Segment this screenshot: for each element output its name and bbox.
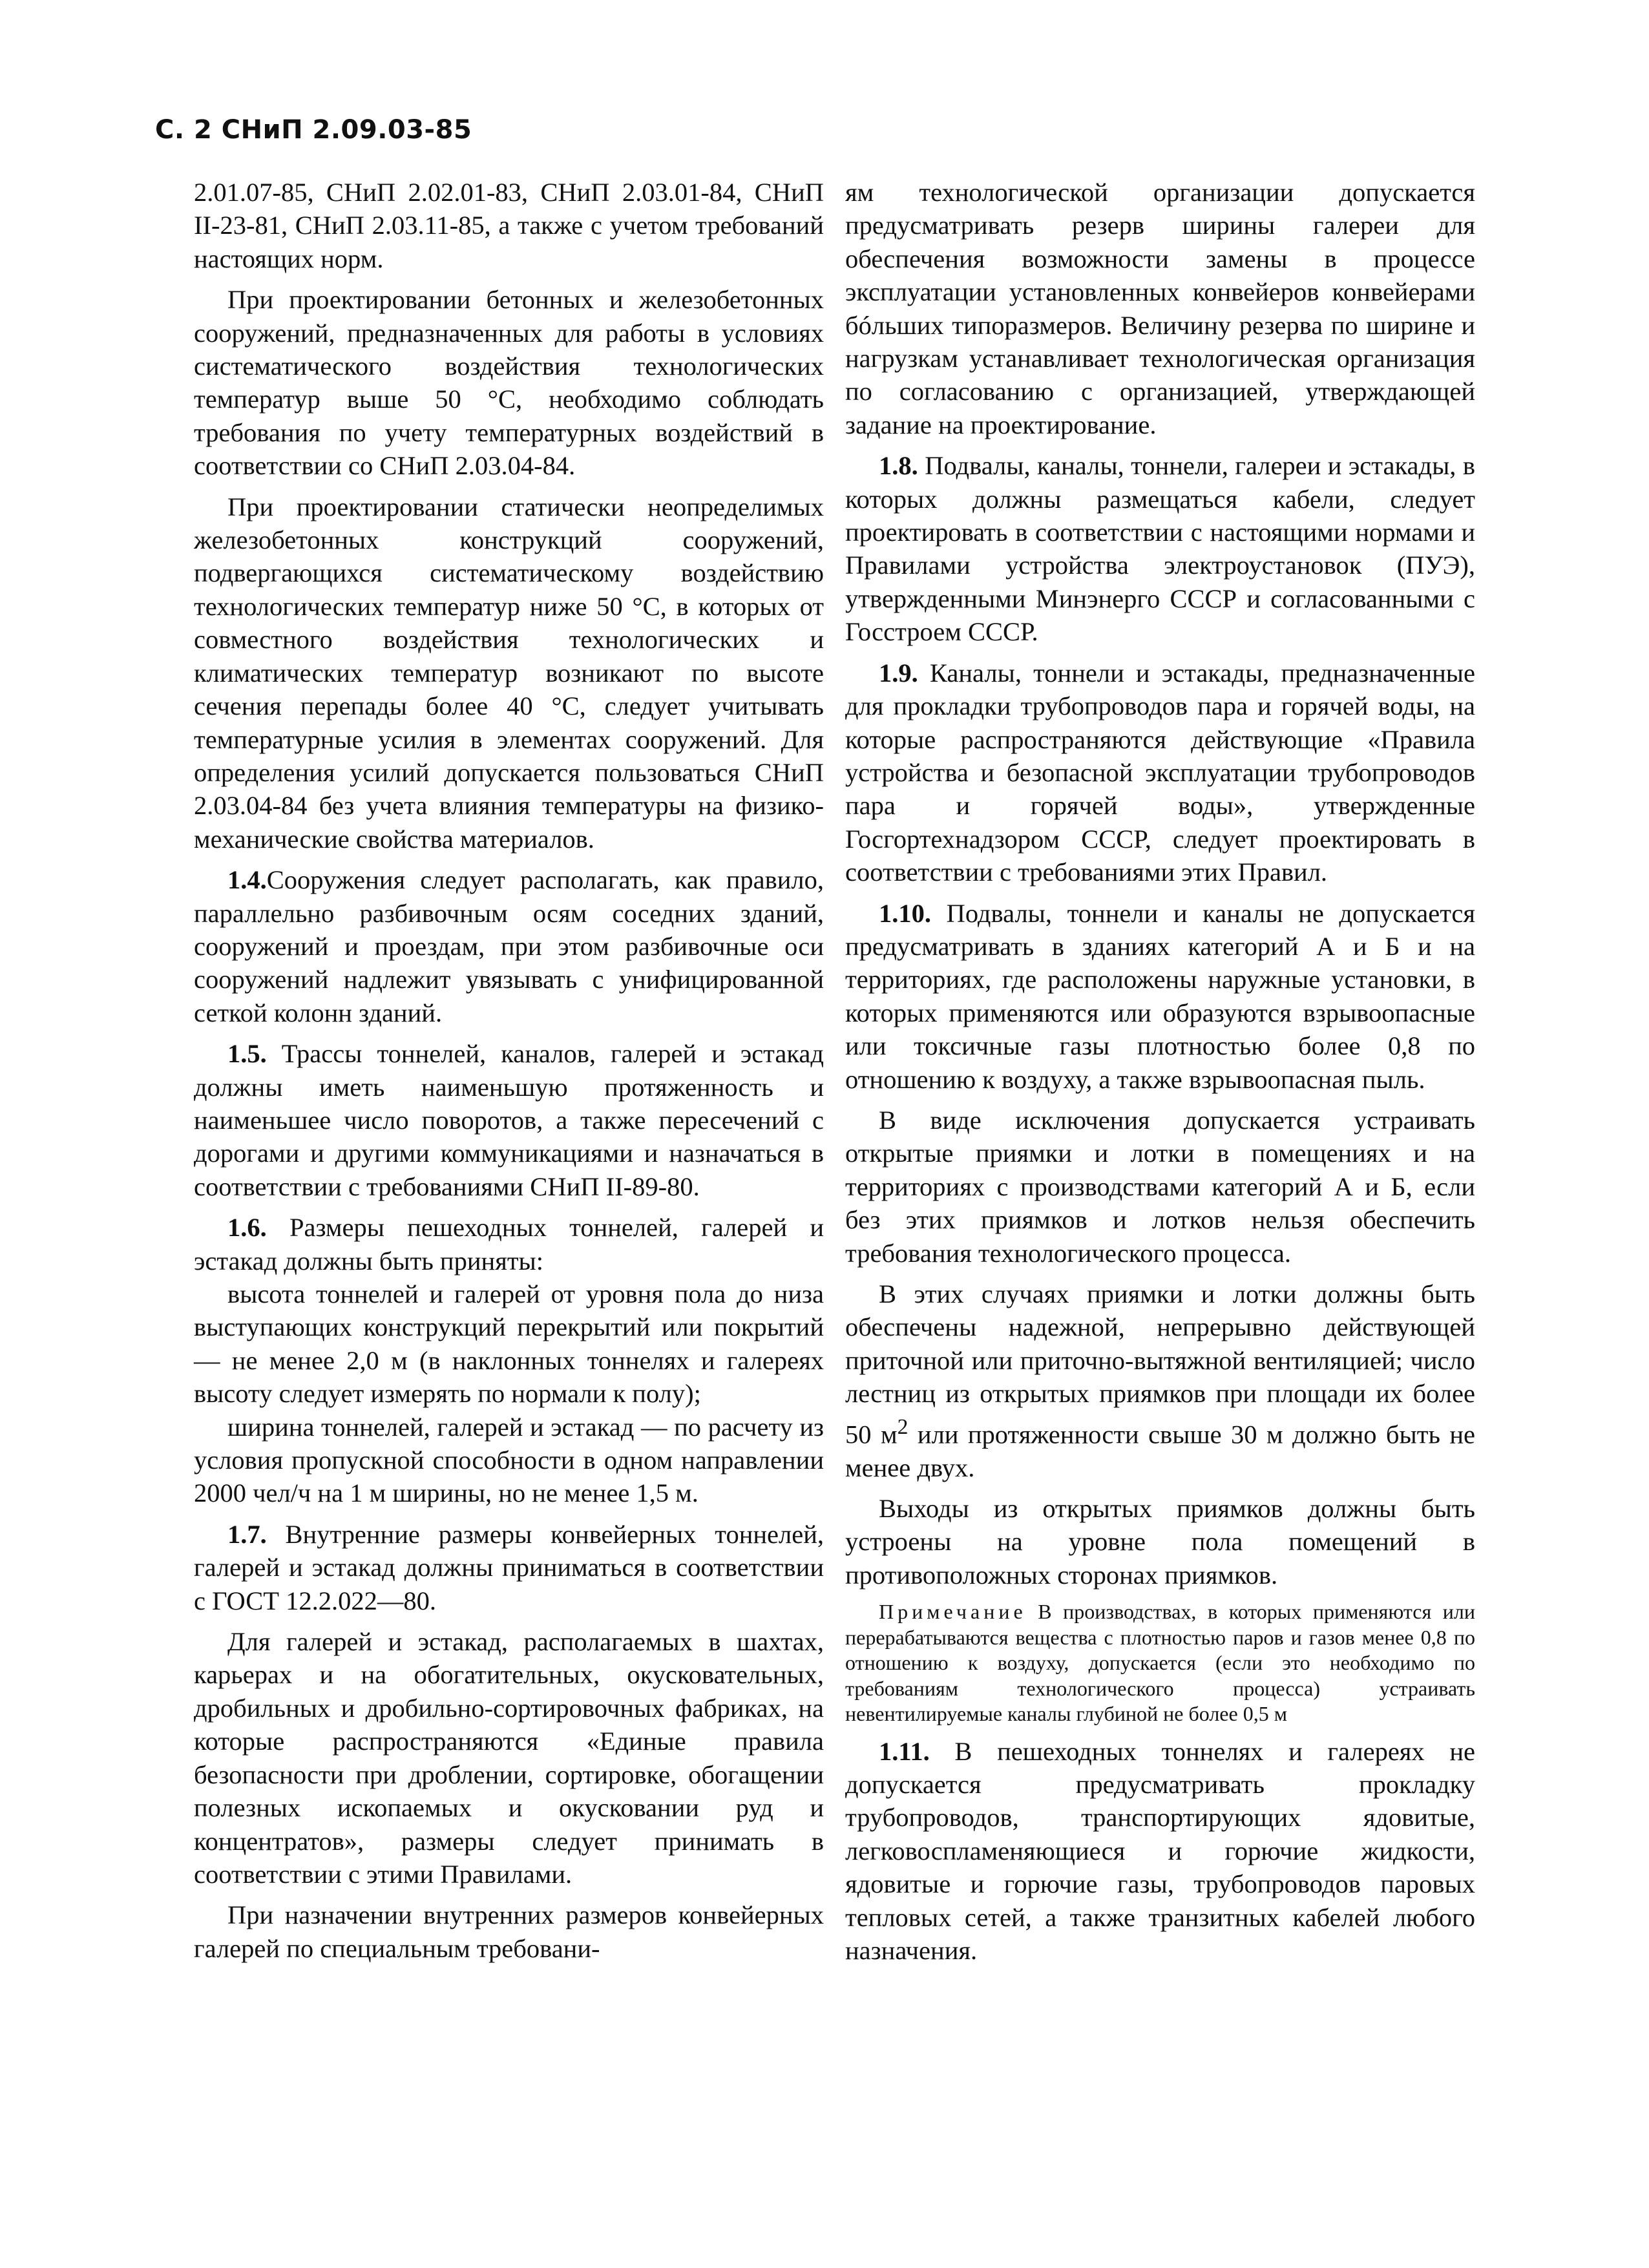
clause-number: 1.4. [227,865,267,895]
clause-1-5 [194,1037,824,1203]
list-item: высота тоннелей и галерей от уровня пола до низа выступающих конструкций перекрытий или покрытий — не менее 2,0 м (в наклонных тоннелях и галереях высоту следует измерять по нормали к полу); [194,1279,824,1409]
clause-number: 1.11. [879,1736,930,1766]
clause-1-8 [845,449,1475,648]
right-column [845,176,1475,1975]
clause-text: Трассы тоннелей, каналов, галерей и эстакад должны иметь наименьшую протяженность и наименьшее число поворотов, а также пересечений с дорогами и другими коммуникациями и назначаться в соответствии с требованиями СНиП II-89-80. [194,1039,824,1201]
clause-number: 1.9. [879,658,918,688]
clause-text: Размеры пешеходных тоннелей, галерей и эстакад должны быть приняты: [194,1213,824,1276]
clause-number: 1.10. [879,898,931,928]
clause-text: В пешеходных тоннелях и галереях не допускается предусматривать прокладку трубопроводов, транспортирующих ядовитые, легковоспламеняющиеся и горючие жидкости, ядовитые и горючие газы, трубопроводов паровых тепловых сетей, а также транзитных кабелей любого назначения. [845,1736,1475,1966]
paragraph: При назначении внутренних размеров конвейерных галерей по специальным требовани- [194,1900,824,1963]
clause-1-4 [194,863,824,1029]
clause-1-9 [845,656,1475,889]
clause-text: Сооружения следует располагать, как правило, параллельно разбивочным осям соседних зданий, сооружений и проездам, при этом разбивочные оси сооружений надлежит увязывать с унифицированной сеткой колонн зданий. [194,865,824,1027]
superscript: 2 [897,1414,909,1439]
paragraph: В виде исключения допускается устраивать открытые приямки и лотки в помещениях и на территориях с производствами категорий А и Б, если без этих приямков и лотков нельзя обеспечить требования технологического процесса. [845,1105,1475,1268]
clause-text: Подвалы, тоннели и каналы не допускается предусматривать в зданиях категорий А и Б и на территориях, где расположены наружные установки, в которых применяются или образуются взрывоопасные или токсичные газы плотностью более 0,8 по отношению к воздуху, а также взрывоопасная пыль. [845,898,1475,1094]
clause-text: Подвалы, каналы, тоннели, галереи и эстакады, в которых должны размещаться кабели, следует проектировать в соответствии с настоящими нормами и Правилами устройства электроустановок (ПУЭ), утвержденными Минэнерго СССР и согласованными с Госстроем СССР. [845,451,1475,647]
clause-1-11 [845,1735,1475,1968]
clause-number: 1.6. [227,1213,267,1243]
paragraph: ям технологической организации допускается предусматривать резерв ширины галереи для обеспечения возможности замены в процессе эксплуатации установленных конвейеров конвейерами бóльших типоразмеров. Величину резерва по ширине и нагрузкам устанавливает технологическая организация по согласованию с организацией, утверждающей задание на проектирование. [845,178,1475,439]
note [845,1599,1475,1727]
paragraph: При проектировании бетонных и железобетонных сооружений, предназначенных для работы в условиях систематического воздействия технологических температур выше 50 °С, необходимо соблюдать требования по учету температурных воздействий в соответствии со СНиП 2.03.04-84. [194,285,824,481]
paragraph: Выходы из открытых приямков должны быть устроены на уровне пола помещений в противоположных сторонах приямков. [845,1493,1475,1590]
paragraph: Для галерей и эстакад, располагаемых в шахтах, карьерах и на обогатительных, окусковательных, дробильных и дробильно-сортировочных фабриках, на которые распространяются «Единые правила безопасности при дроблении, сортировке, обогащении полезных ископаемых и окусковании руд и концентратов», размеры следует принимать в соответствии с этими Правилами. [194,1627,824,1889]
clause-number: 1.8. [879,451,918,481]
text-run: или протяженности свыше 30 м должно быть не менее двух. [845,1420,1475,1482]
clause-text: Внутренние размеры конвейерных тоннелей, галерей и эстакад должны приниматься в соответствии с ГОСТ 12.2.022—80. [194,1519,824,1615]
clause-1-7 [194,1518,824,1617]
running-header: С. 2 СНиП 2.09.03-85 [155,115,472,145]
clause-text: Каналы, тоннели и эстакады, предназначенные для прокладки трубопроводов пара и горячей воды, на которые распространяются действующие «Правила устройства и безопасной эксплуатации трубопроводов пара и горячей воды», утвержденные Госгортехнадзором СССР, следует проектировать в соответствии с требованиями этих Правил. [845,658,1475,887]
paragraph [845,1277,1475,1484]
paragraph: При проектировании статически неопределимых железобетонных конструкций сооружений, подвергающихся систематическому воздействию технологических температур ниже 50 °С, в которых от совместного воздействия технологических и климатических температур возникают по высоте сечения перепады более 40 °С, следует учитывать температурные усилия в элементах сооружений. Для определения усилий допускается пользоваться СНиП 2.03.04-84 без учета влияния температуры на физико-механические свойства материалов. [194,492,824,854]
clause-number: 1.5. [227,1039,267,1069]
text-run: В этих случаях приямки и лотки должны быть обеспечены надежной, непрерывно действующей приточной или приточно-вытяжной вентиляцией; число лестниц из открытых приямков при площади их более 50 м [845,1279,1475,1449]
paragraph: 2.01.07-85, СНиП 2.02.01-83, СНиП 2.03.01-84, СНиП II-23-81, СНиП 2.03.11-85, а также с учетом требований настоящих норм. [194,178,824,273]
note-label: Примечание [879,1600,1027,1624]
left-column [194,176,824,1973]
clause-1-10 [845,897,1475,1096]
note-text: В производствах, в которых применяются или перерабатываются вещества с плотностью паров и газов менее 0,8 по отношению к воздуху, допускается (если это необходимо по требованиям технологического процесса) устраивать невентилируемые каналы глубиной не более 0,5 м [845,1600,1475,1726]
clause-1-6 [194,1211,824,1277]
list-item: ширина тоннелей, галерей и эстакад — по расчету из условия пропускной способности в одном направлении 2000 чел/ч на 1 м ширины, но не менее 1,5 м. [194,1412,824,1508]
clause-number: 1.7. [227,1519,267,1549]
